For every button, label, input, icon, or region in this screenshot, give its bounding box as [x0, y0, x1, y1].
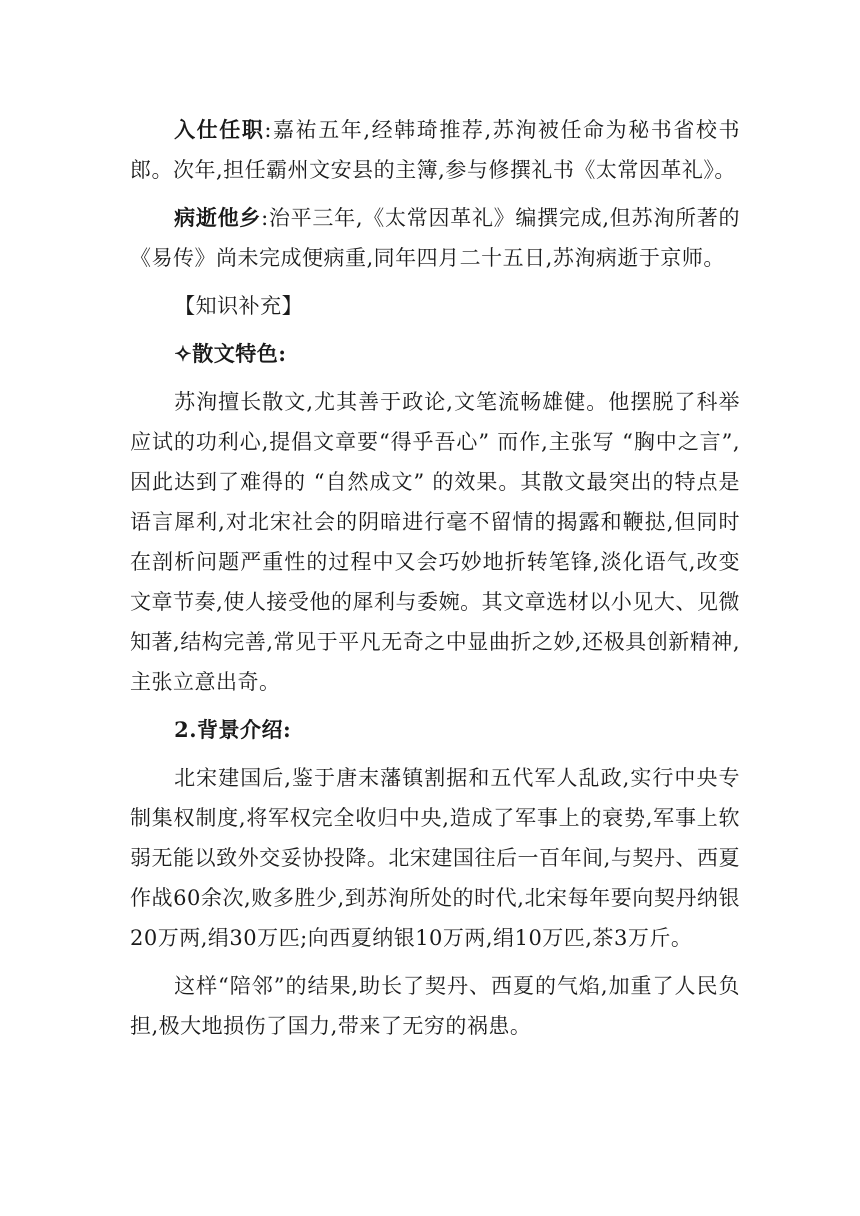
knowledge-supplement-heading: 【知识补充】	[174, 294, 304, 318]
prose-features-paragraph: 苏洵擅长散文,尤其善于政论,文笔流畅雄健。他摆脱了科举应试的功利心,提倡文章要“得乎吾心” 而作,主张写 “胸中之言”,因此达到了难得的 “自然成文” 的效果。其散文最突出的特点是语言犀利,对北宋社会的阴暗进行毫不留情的揭露和鞭挞,但同时在剖析问题严重性的过程中又会巧妙地折转笔锋,淡化语气,改变文章节奏,使人接受他的犀利与委婉。其文章选材以小见大、见微知著,结构完善,常见于平凡无奇之中显曲折之妙,还极具创新精神,主张立意出奇。	[130, 390, 740, 694]
death-paragraph	[130, 198, 740, 278]
consequence-paragraph: 这样“陪邻”的结果,助长了契丹、西夏的气焰,加重了人民负担,极大地损伤了国力,带来了无穷的祸患。	[130, 974, 740, 1038]
background-paragraph: 北宋建国后,鉴于唐末藩镇割据和五代军人乱政,实行中央专制集权制度,将军权完全收归中央,造成了军事上的衰势,军事上软弱无能以致外交妥协投降。北宋建国往后一百年间,与契丹、西夏作战60余次,败多胜少,到苏洵所处的时代,北宋每年要向契丹纳银20万两,绢30万匹;向西夏纳银10万两,绢10万匹,茶3万斤。	[130, 766, 740, 950]
prose-features-heading: ✧散文特色:	[174, 341, 287, 366]
document-content	[130, 110, 740, 1054]
career-paragraph	[130, 110, 740, 190]
career-body: :嘉祐五年,经韩琦推荐,苏洵被任命为秘书省校书郎。次年,担任霸州文安县的主簿,参与修撰礼书《太常因革礼》。	[130, 118, 740, 182]
background-heading: 2.背景介绍:	[174, 717, 292, 742]
death-title: 病逝他乡	[174, 205, 262, 230]
death-body: :治平三年,《太常因革礼》编撰完成,但苏洵所著的《易传》尚未完成便病重,同年四月二十五日,苏洵病逝于京师。	[130, 206, 740, 270]
career-title: 入仕任职	[174, 117, 265, 142]
